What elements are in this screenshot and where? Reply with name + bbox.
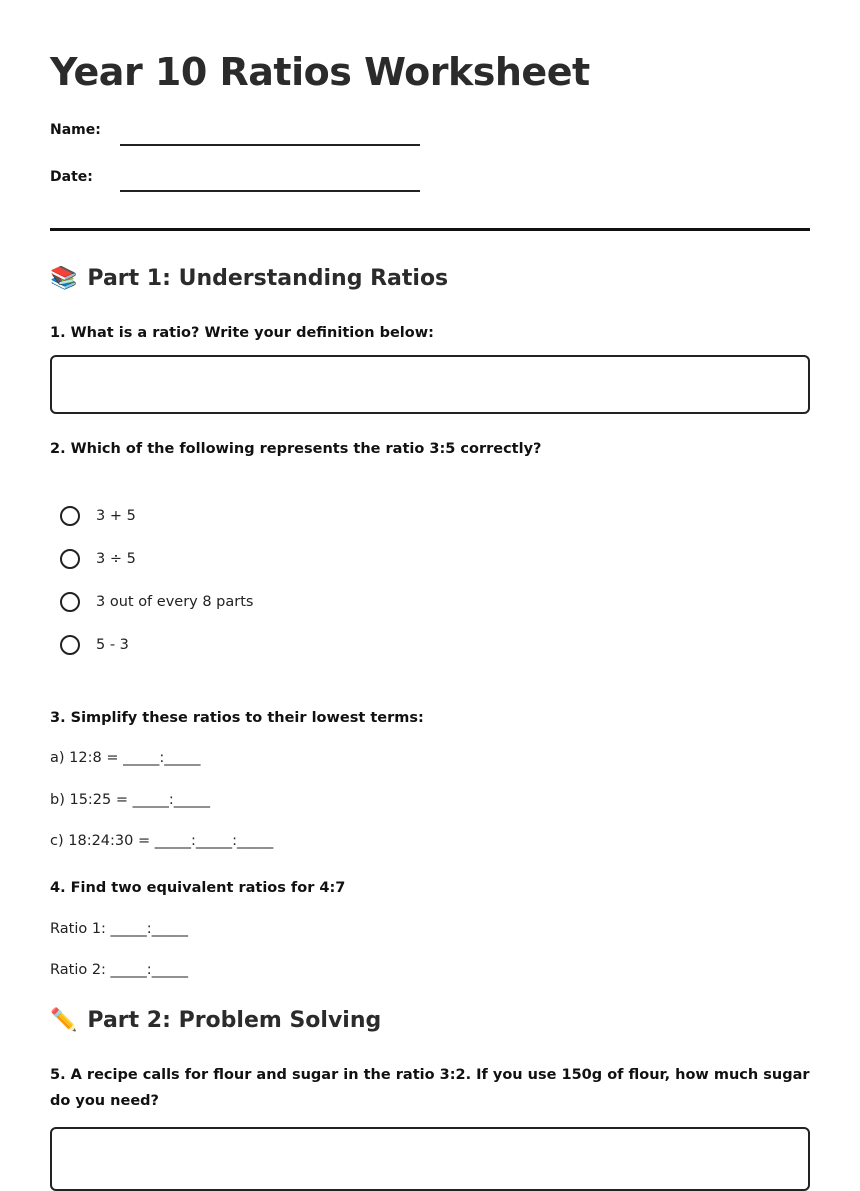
date-field-row	[50, 169, 420, 199]
name-input-line[interactable]	[120, 144, 420, 146]
books-icon: 📚	[50, 266, 78, 291]
radio-button[interactable]	[60, 635, 80, 655]
question-2-option-d[interactable]	[60, 633, 129, 657]
pencil-icon: ✏️	[50, 1008, 78, 1033]
question-3-item-b: b) 15:25 = _____:_____	[50, 792, 211, 808]
date-input-line[interactable]	[120, 190, 420, 192]
question-4: 4. Find two equivalent ratios for 4:7	[50, 880, 346, 896]
option-label: 5 - 3	[96, 637, 129, 653]
question-2-option-b[interactable]	[60, 547, 136, 571]
question-5: 5. A recipe calls for flour and sugar in the ratio 3:2. If you use 150g of flour, how much sugar do you need?	[50, 1067, 810, 1109]
part1-heading-text: Part 1: Understanding Ratios	[87, 266, 449, 291]
part2-heading-text: Part 2: Problem Solving	[87, 1008, 382, 1033]
question-5-answer-box[interactable]	[50, 1127, 810, 1191]
page-title: Year 10 Ratios Worksheet	[50, 50, 590, 94]
radio-button[interactable]	[60, 549, 80, 569]
date-label: Date:	[50, 169, 93, 185]
question-2: 2. Which of the following represents the ratio 3:5 correctly?	[50, 441, 542, 457]
option-label: 3 + 5	[96, 508, 136, 524]
option-label: 3 ÷ 5	[96, 551, 136, 567]
header-divider	[50, 228, 810, 231]
question-1-answer-box[interactable]	[50, 355, 810, 414]
option-label: 3 out of every 8 parts	[96, 594, 254, 610]
question-3-item-a: a) 12:8 = _____:_____	[50, 750, 201, 766]
question-3-item-c: c) 18:24:30 = _____:_____:_____	[50, 833, 274, 849]
question-4-ratio-2: Ratio 2: _____:_____	[50, 962, 188, 978]
question-2-option-c[interactable]	[60, 590, 253, 614]
part2-heading	[50, 1008, 381, 1033]
question-4-ratio-1: Ratio 1: _____:_____	[50, 921, 188, 937]
part1-heading	[50, 266, 448, 291]
radio-button[interactable]	[60, 506, 80, 526]
radio-button[interactable]	[60, 592, 80, 612]
question-1: 1. What is a ratio? Write your definition below:	[50, 325, 434, 341]
name-label: Name:	[50, 122, 101, 138]
question-2-option-a[interactable]	[60, 504, 136, 528]
name-field-row	[50, 122, 420, 152]
question-3: 3. Simplify these ratios to their lowest terms:	[50, 710, 424, 726]
